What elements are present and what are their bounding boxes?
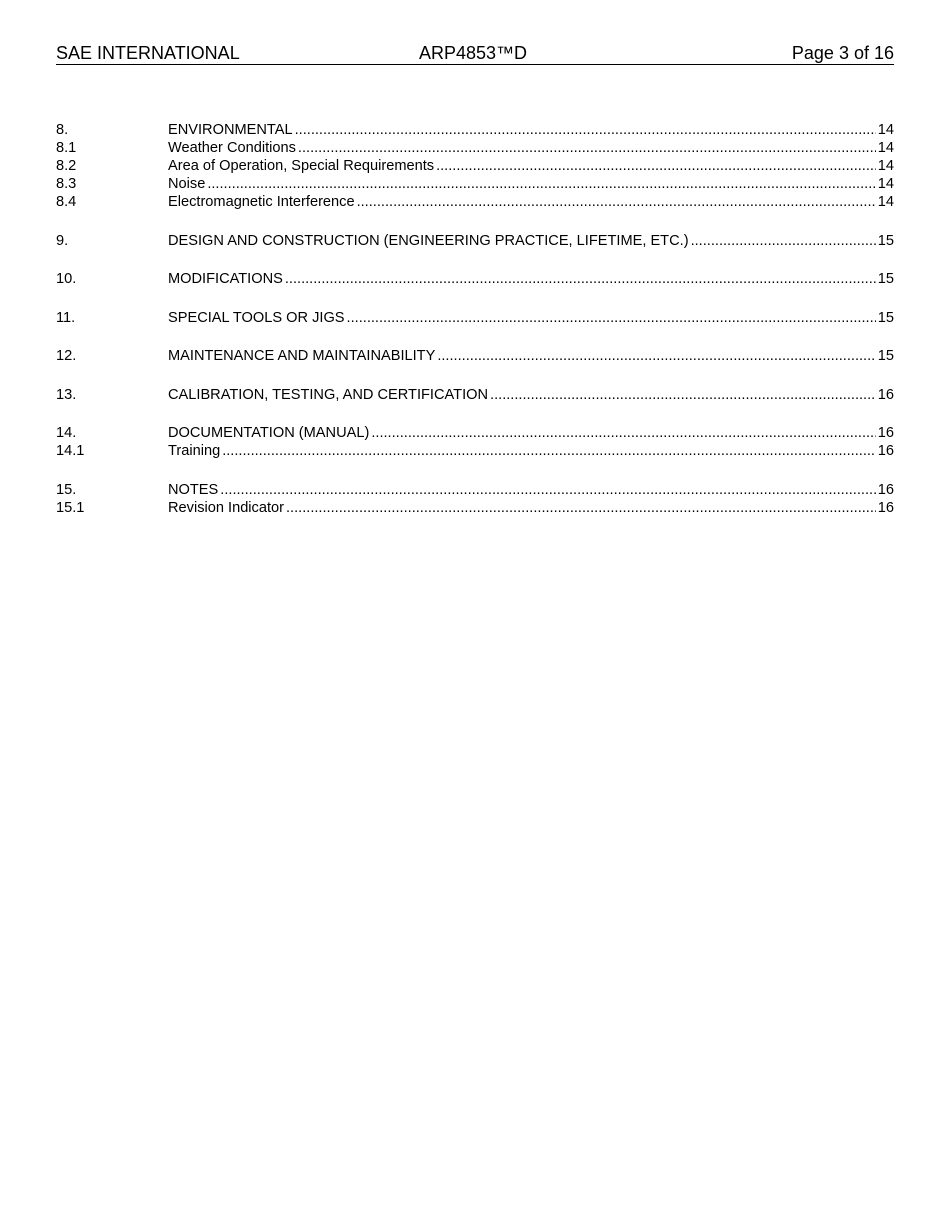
toc-entry-title: Area of Operation, Special Requirements — [168, 158, 435, 174]
toc-entry-number: 15. — [56, 481, 77, 498]
toc-dot-leader — [295, 121, 876, 139]
toc-entry-line — [168, 175, 894, 193]
toc-section-group — [56, 121, 894, 211]
toc-entry-line — [168, 499, 894, 517]
toc-entry-page: 14 — [877, 140, 894, 156]
toc-entry-title: Electromagnetic Interference — [168, 194, 355, 210]
toc-entry[interactable] — [56, 424, 894, 442]
toc-entry-title: NOTES — [168, 481, 219, 498]
toc-dot-leader — [436, 157, 876, 175]
toc-entry-title: ENVIRONMENTAL — [168, 122, 293, 138]
toc-entry[interactable] — [56, 175, 894, 193]
toc-section-group — [56, 424, 894, 460]
toc-entry-number: 11. — [56, 309, 76, 326]
toc-entry-line — [168, 442, 894, 460]
toc-entry-page: 16 — [877, 425, 894, 441]
toc-entry-title: Training — [168, 443, 221, 459]
toc-entry-number: 8.3 — [56, 176, 77, 192]
toc-entry-line — [168, 386, 894, 404]
toc-entry-number: 14.1 — [56, 443, 85, 459]
toc-entry-page: 16 — [877, 386, 894, 403]
toc-entry-page: 14 — [877, 176, 894, 192]
toc-section-group — [56, 270, 894, 288]
toc-dot-leader — [285, 270, 876, 288]
toc-section-group — [56, 386, 894, 404]
toc-entry[interactable] — [56, 157, 894, 175]
toc-entry-title: SPECIAL TOOLS OR JIGS — [168, 309, 345, 326]
toc-dot-leader — [286, 499, 876, 517]
toc-entry-line — [168, 157, 894, 175]
toc-entry[interactable] — [56, 386, 894, 404]
toc-entry-title: MAINTENANCE AND MAINTAINABILITY — [168, 348, 436, 364]
toc-entry-number: 15.1 — [56, 499, 85, 516]
toc-entry-line — [168, 193, 894, 211]
toc-entry-line — [168, 347, 894, 365]
toc-dot-leader — [298, 139, 876, 157]
toc-entry[interactable] — [56, 270, 894, 288]
toc-entry-number: 12. — [56, 348, 77, 364]
toc-section-group — [56, 232, 894, 250]
toc-entry-number: 9. — [56, 232, 69, 249]
toc-entry-page: 14 — [877, 158, 894, 174]
toc-entry-line — [168, 139, 894, 157]
header-organization: SAE INTERNATIONAL — [56, 43, 240, 63]
toc-section-group — [56, 309, 894, 327]
toc-entry-page: 16 — [877, 481, 894, 498]
toc-entry-line — [168, 309, 894, 327]
header-page-number: Page 3 of 16 — [791, 43, 894, 63]
toc-dot-leader — [220, 481, 875, 499]
toc-dot-leader — [207, 175, 875, 193]
toc-entry-page: 14 — [877, 122, 894, 138]
toc-entry-page: 15 — [877, 348, 894, 364]
toc-section-group — [56, 481, 894, 517]
toc-dot-leader — [357, 193, 876, 211]
toc-entry-line — [168, 232, 894, 250]
toc-entry-line — [168, 270, 894, 288]
toc-entry-number: 8.4 — [56, 194, 77, 210]
toc-entry[interactable] — [56, 309, 894, 327]
toc-entry[interactable] — [56, 347, 894, 365]
toc-entry[interactable] — [56, 232, 894, 250]
toc-entry-page: 15 — [877, 271, 894, 287]
toc-entry-title: Revision Indicator — [168, 499, 284, 516]
toc-entry-number: 14. — [56, 425, 77, 441]
toc-dot-leader — [490, 386, 876, 404]
toc-entry-title: Noise — [168, 176, 206, 192]
header-document-id: ARP4853™D — [419, 43, 528, 63]
toc-entry[interactable] — [56, 499, 894, 517]
toc-section-group — [56, 347, 894, 365]
toc-entry-number: 10. — [56, 271, 77, 287]
toc-dot-leader — [347, 309, 876, 327]
toc-entry[interactable] — [56, 193, 894, 211]
toc-entry-page: 15 — [877, 232, 894, 249]
page-header — [56, 42, 894, 65]
toc-dot-leader — [371, 424, 875, 442]
table-of-contents — [56, 121, 894, 537]
toc-entry-page: 15 — [877, 309, 894, 326]
toc-entry-line — [168, 424, 894, 442]
toc-entry-line — [168, 481, 894, 499]
toc-entry-title: DESIGN AND CONSTRUCTION (ENGINEERING PRACTICE, LIFETIME, ETC.) — [168, 232, 689, 249]
toc-entry[interactable] — [56, 481, 894, 499]
toc-entry-number: 8.2 — [56, 158, 77, 174]
toc-entry[interactable] — [56, 121, 894, 139]
toc-dot-leader — [691, 232, 876, 250]
toc-entry-number: 8.1 — [56, 140, 77, 156]
toc-entry[interactable] — [56, 442, 894, 460]
toc-entry-title: DOCUMENTATION (MANUAL) — [168, 425, 370, 441]
toc-entry-page: 16 — [877, 443, 894, 459]
toc-entry-page: 16 — [877, 499, 894, 516]
toc-entry-page: 14 — [877, 194, 894, 210]
toc-entry-line — [168, 121, 894, 139]
toc-entry-number: 8. — [56, 122, 69, 138]
toc-entry-title: Weather Conditions — [168, 140, 296, 156]
toc-entry-title: MODIFICATIONS — [168, 271, 283, 287]
toc-dot-leader — [222, 442, 876, 460]
toc-entry-title: CALIBRATION, TESTING, AND CERTIFICATION — [168, 386, 489, 403]
toc-entry[interactable] — [56, 139, 894, 157]
toc-dot-leader — [437, 347, 875, 365]
toc-entry-number: 13. — [56, 386, 77, 403]
